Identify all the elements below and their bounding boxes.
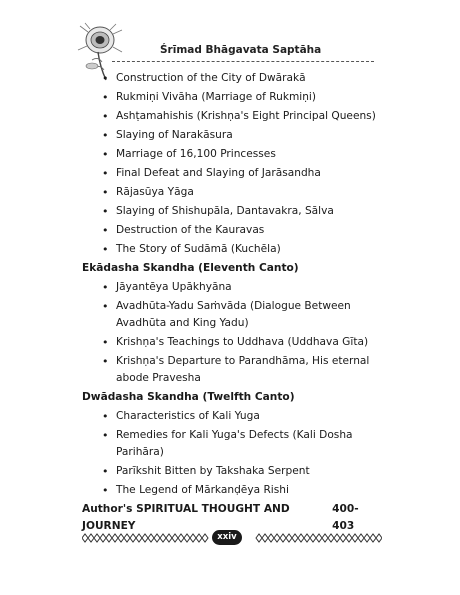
list-item: • Ashṭamahishis (Krishṇa's Eight Principal Queens) bbox=[82, 108, 382, 125]
list-item: • Parīkshit Bitten by Takshaka Serpent bbox=[82, 463, 382, 480]
list-item: • Krishṇa's Teachings to Uddhava (Uddhava Gīta) bbox=[82, 334, 382, 351]
author-section-label: Author's SPIRITUAL THOUGHT AND JOURNEY bbox=[82, 503, 290, 532]
toc-content bbox=[82, 70, 382, 535]
list-item: • Construction of the City of Dwārakā bbox=[82, 70, 382, 87]
tenth-canto-list bbox=[82, 70, 382, 258]
author-section-pages: 400-403 bbox=[332, 503, 359, 532]
list-item: • Rukmiṇi Vivāha (Marriage of Rukmiṇi) bbox=[82, 89, 382, 106]
list-item: • The Legend of Mārkanḍēya Rishi bbox=[82, 482, 382, 499]
twelfth-canto-heading: Dwādasha Skandha (Twelfth Canto) bbox=[82, 391, 295, 403]
eleventh-canto-heading: Ekādasha Skandha (Eleventh Canto) bbox=[82, 262, 299, 274]
twelfth-canto-list bbox=[82, 408, 382, 499]
header-divider bbox=[112, 61, 374, 62]
list-item: • Characteristics of Kali Yuga bbox=[82, 408, 382, 425]
list-item: • Slaying of Narakāsura bbox=[82, 127, 382, 144]
list-item: • Slaying of Shishupāla, Dantavakra, Sālva bbox=[82, 203, 382, 220]
page-number-badge: xxiv bbox=[212, 530, 242, 545]
eleventh-canto-list bbox=[82, 279, 382, 387]
list-item: • Destruction of the Kauravas bbox=[82, 222, 382, 239]
running-header-title: Śrīmad Bhāgavata Saptāha bbox=[160, 44, 322, 56]
list-item: • The Story of Sudāmā (Kuchēla) bbox=[82, 241, 382, 258]
list-item: • Avadhūta-Yadu Saṁvāda (Dialogue Between Avadhūta and King Yadu) bbox=[82, 298, 382, 332]
list-item: • Final Defeat and Slaying of Jarāsandha bbox=[82, 165, 382, 182]
list-item: • Remedies for Kali Yuga's Defects (Kali Dosha Parihāra) bbox=[82, 427, 382, 461]
list-item: • Krishṇa's Departure to Parandhāma, His eternal abode Pravesha bbox=[82, 353, 382, 387]
list-item: • Rājasūya Yāga bbox=[82, 184, 382, 201]
list-item: • Marriage of 16,100 Princesses bbox=[82, 146, 382, 163]
list-item: • Jāyantēya Upākhyāna bbox=[82, 279, 382, 296]
